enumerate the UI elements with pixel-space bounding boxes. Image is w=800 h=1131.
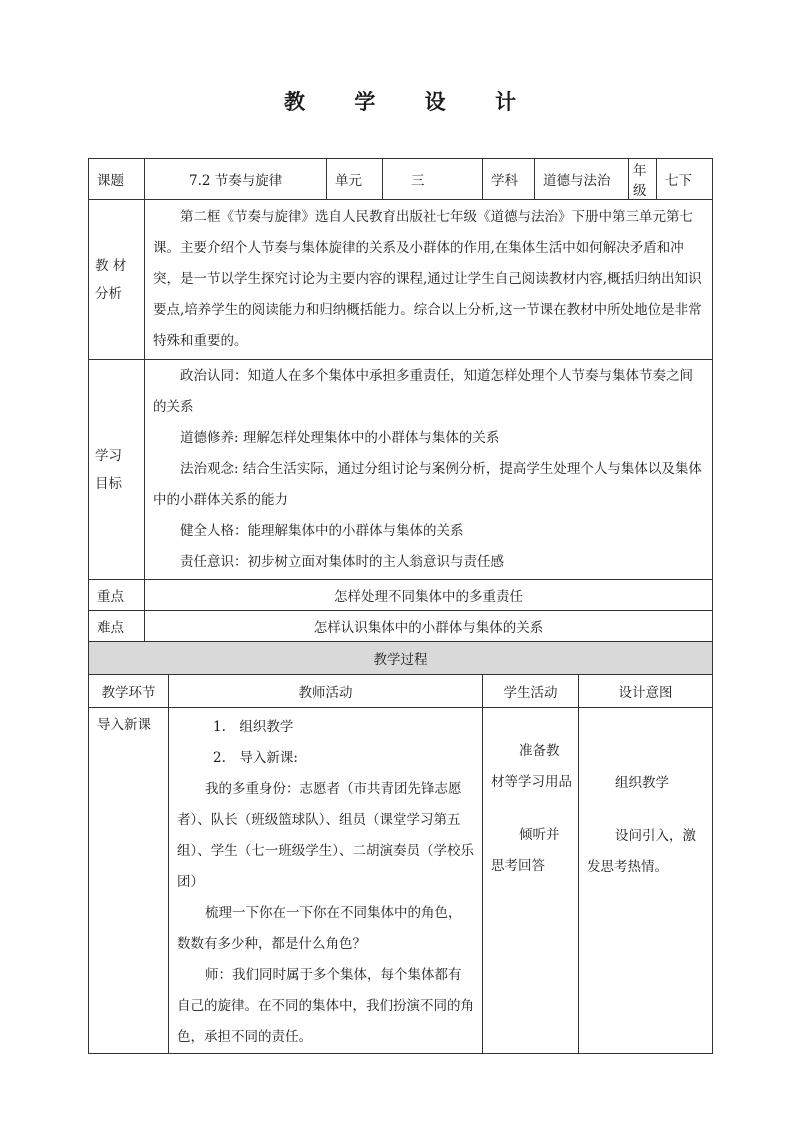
teacher-paragraph: 我的多重身份：志愿者（市共青团先锋志愿者）、队长（班级篮球队）、组员（课堂学习第五组）、学生（七一班级学生）、二胡演奏员（学校乐团） xyxy=(177,781,474,890)
analysis-row xyxy=(89,200,713,360)
process-title-row xyxy=(89,642,713,675)
course-label: 课题 xyxy=(89,159,145,200)
grade-value: 七下 xyxy=(657,159,713,200)
analysis-label xyxy=(89,200,145,360)
col-intent: 设计意图 xyxy=(579,675,713,708)
subject-value: 道德与法治 xyxy=(535,159,629,200)
goals-label-line1: 学习 xyxy=(95,447,122,464)
stage-cell: 导入新课 xyxy=(89,708,169,1054)
col-student: 学生活动 xyxy=(483,675,579,708)
header-row xyxy=(89,159,713,200)
student-activity: 准备教材等学习用品 xyxy=(491,743,573,790)
teacher-paragraph: 师：我们同时属于多个集体，每个集体都有自己的旋律。在不同的集体中，我们扮演不同的角色，承担不同的责任。 xyxy=(177,967,474,1045)
col-stage: 教学环节 xyxy=(89,675,169,708)
process-header-row xyxy=(89,675,713,708)
process-row xyxy=(89,708,713,1054)
goal-item: 健全人格：能理解集体中的小群体与集体的关系 xyxy=(180,523,464,539)
teacher-step: 2. 导入新课: xyxy=(213,750,298,766)
goal-item: 法治观念: 结合生活实际，通过分组讨论与案例分析，提高学生处理个人与集体以及集体中的小群体关系的能力 xyxy=(153,461,702,508)
goal-item: 责任意识：初步树立面对集体时的主人翁意识与责任感 xyxy=(180,554,504,570)
unit-value: 三 xyxy=(383,159,483,200)
goal-item: 道德修养: 理解怎样处理集体中的小群体与集体的关系 xyxy=(180,430,500,446)
goals-label-line2: 目标 xyxy=(95,475,122,492)
design-intent: 组织教学 xyxy=(615,775,670,791)
analysis-label-line1: 教 材 xyxy=(95,257,127,274)
difficulty-text: 怎样认识集体中的小群体与集体的关系 xyxy=(145,611,713,642)
teacher-step: 1. 组织教学 xyxy=(213,719,294,735)
teacher-cell xyxy=(169,708,483,1054)
design-intent: 设问引入，激发思考热情。 xyxy=(587,828,697,875)
goals-content xyxy=(145,360,713,580)
analysis-label-line2: 分析 xyxy=(95,285,122,302)
teacher-paragraph: 梳理一下你在一下你在不同集体中的角色，数数有多少种，都是什么角色？ xyxy=(177,905,462,952)
lesson-design-table xyxy=(88,158,713,1054)
student-cell xyxy=(483,708,579,1054)
key-point-row xyxy=(89,580,713,611)
key-point-label: 重点 xyxy=(89,580,145,611)
grade-label: 年级 xyxy=(629,159,657,200)
col-teacher: 教师活动 xyxy=(169,675,483,708)
analysis-text: 第二框《节奏与旋律》选自人民教育出版社七年级《道德与法治》下册中第三单元第七课。主要介绍个人节奏与集体旋律的关系及小群体的作用,在集体生活中如何解决矛盾和冲突，是一节以学生探究讨论为主要内容的课程,通过让学生自己阅读教材内容,概括归纳出知识要点,培养学生的阅读能力和归纳概括能力。综合以上分析,这一节课在教材中所处地位是非常特殊和重要的。 xyxy=(153,209,702,349)
goals-label xyxy=(89,360,145,580)
difficulty-row xyxy=(89,611,713,642)
difficulty-label: 难点 xyxy=(89,611,145,642)
page-title: 教 学 设 计 xyxy=(284,89,537,114)
subject-label: 学科 xyxy=(483,159,535,200)
goal-item: 政治认同：知道人在多个集体中承担多重责任，知道怎样处理个人节奏与集体节奏之间的关系 xyxy=(153,368,693,415)
analysis-content xyxy=(145,200,713,360)
student-activity: 倾听并思考回答 xyxy=(491,827,560,874)
process-title: 教学过程 xyxy=(89,642,713,675)
course-value: 7.2 节奏与旋律 xyxy=(145,159,327,200)
unit-label: 单元 xyxy=(327,159,383,200)
key-point-text: 怎样处理不同集体中的多重责任 xyxy=(145,580,713,611)
intent-cell xyxy=(579,708,713,1054)
goals-row xyxy=(89,360,713,580)
